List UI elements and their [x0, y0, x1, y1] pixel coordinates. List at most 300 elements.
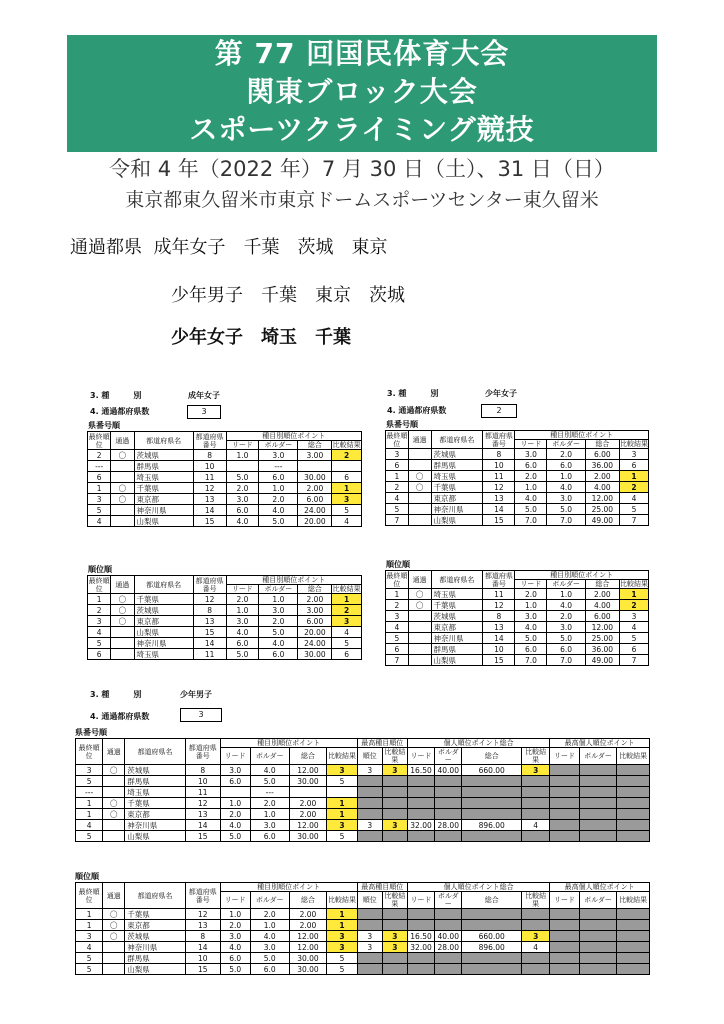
- cell: 14: [483, 633, 515, 644]
- cell: 7: [619, 655, 648, 666]
- cell: 6.0: [226, 638, 259, 649]
- header-pref-no: 都道府県番号: [193, 432, 226, 450]
- cell: [579, 920, 617, 931]
- cell: 山梨県: [125, 964, 186, 975]
- cell: [103, 953, 125, 964]
- cell: 5: [327, 831, 357, 842]
- cell: 4.0: [220, 820, 250, 831]
- cell: 茨城県: [431, 449, 483, 460]
- cell: 3: [382, 820, 407, 831]
- cell: 4.0: [547, 600, 585, 611]
- cell: [462, 776, 522, 787]
- cell: [103, 964, 125, 975]
- cell: [382, 831, 407, 842]
- cell: 山梨県: [134, 516, 193, 527]
- cell: 〇: [103, 798, 125, 809]
- header-compare: 比較結果: [332, 585, 361, 593]
- cell: [382, 787, 407, 798]
- header-final-rank: 最終順位: [386, 431, 408, 448]
- cell: [407, 776, 434, 787]
- cell: [522, 964, 550, 975]
- header-compare: 比較結果: [522, 748, 550, 765]
- header-best-event: 最高種目順位: [357, 883, 407, 892]
- cell: 13: [185, 809, 220, 820]
- cell: 東京都: [125, 920, 186, 931]
- cell: [407, 831, 434, 842]
- table-row: [76, 931, 650, 942]
- cell: 28.00: [435, 820, 462, 831]
- header-total: 総合: [298, 585, 332, 594]
- cell: 16.50: [407, 931, 434, 942]
- cell: [617, 798, 650, 809]
- cell: [617, 953, 650, 964]
- jm-shubetsu-label: 3. 種 別: [90, 690, 142, 699]
- cell: 3: [332, 616, 362, 627]
- cell: 〇: [111, 483, 134, 494]
- header-event-points: 種目別順位ポイント: [226, 432, 361, 441]
- cell: [550, 920, 579, 931]
- cell: 4.0: [226, 627, 259, 638]
- table-row: [386, 655, 649, 666]
- cell: 1: [88, 594, 111, 605]
- sw-rank-order-label: 順位順: [88, 565, 112, 574]
- cell: [111, 649, 134, 660]
- cell: [579, 831, 617, 842]
- cell: [522, 831, 550, 842]
- cell: 36.00: [585, 460, 619, 471]
- cell: 6.0: [547, 460, 585, 471]
- cell: 3: [327, 820, 357, 831]
- table-row: [88, 483, 362, 494]
- cell: [435, 909, 462, 920]
- header-total: 総合: [462, 748, 522, 765]
- cell: 5: [386, 633, 409, 644]
- table-row: [88, 450, 362, 461]
- cell: [579, 765, 617, 776]
- table-row: [76, 942, 650, 953]
- header-lead: リード: [226, 441, 259, 450]
- cell: [289, 787, 327, 798]
- passing-category: 成年女子: [153, 237, 226, 258]
- cell: [407, 809, 434, 820]
- cell: 千葉県: [134, 594, 193, 605]
- cell: 山梨県: [125, 831, 186, 842]
- cell: 2.0: [515, 471, 547, 482]
- cell: 2.0: [250, 798, 289, 809]
- cell: 6.00: [585, 449, 619, 460]
- cell: 4: [88, 516, 111, 527]
- cell: [408, 493, 431, 504]
- cell: 3: [76, 931, 103, 942]
- cell: 2.0: [226, 483, 259, 494]
- cell: 13: [483, 493, 515, 504]
- cell: 7: [386, 655, 409, 666]
- cell: 〇: [103, 920, 125, 931]
- cell: 6: [386, 644, 409, 655]
- cell: 12.00: [585, 493, 619, 504]
- cell: 神奈川県: [125, 942, 186, 953]
- cell: [550, 964, 579, 975]
- title-line-2: 関東ブロック大会: [246, 75, 478, 108]
- cell: 24.00: [298, 638, 332, 649]
- cell: 11: [185, 787, 220, 798]
- cell: [435, 787, 462, 798]
- header-pref: 都道府県名: [431, 431, 483, 449]
- header-compare: 比較結果: [382, 892, 407, 909]
- header-compare: 比較結果: [382, 748, 407, 765]
- header-best-indiv: 最高個人順位ポイント: [550, 739, 650, 748]
- header-total: 総合: [462, 892, 522, 909]
- cell: 5: [327, 953, 357, 964]
- cell: 5: [76, 831, 103, 842]
- cell: 5.0: [515, 504, 547, 515]
- cell: [579, 931, 617, 942]
- cell: 5.0: [515, 633, 547, 644]
- cell: 1: [332, 594, 362, 605]
- cell: ---: [259, 461, 298, 472]
- header-pass: 通過: [111, 576, 134, 594]
- cell: 2.00: [289, 798, 327, 809]
- header-compare: 比較結果: [619, 440, 648, 448]
- cell: 1.0: [515, 482, 547, 493]
- cell: [550, 931, 579, 942]
- passing-prefs: 千葉 茨城 東京: [243, 237, 388, 258]
- cell: 12.00: [289, 820, 327, 831]
- cell: 6.0: [220, 953, 250, 964]
- jw-rank-order-label: 順位順: [386, 560, 410, 569]
- cell: [226, 461, 259, 472]
- cell: 7: [386, 515, 409, 526]
- cell: 1.0: [250, 920, 289, 931]
- cell: 8: [185, 931, 220, 942]
- header-row: [386, 431, 649, 440]
- cell: [408, 449, 431, 460]
- cell: 2: [619, 600, 648, 611]
- cell: 1: [88, 483, 111, 494]
- header-event-points: 種目別順位ポイント: [220, 739, 357, 748]
- cell: 40.00: [435, 765, 462, 776]
- cell: 2.0: [547, 449, 585, 460]
- cell: [550, 798, 579, 809]
- jw-pref-order-label: 県番号順: [386, 420, 418, 429]
- cell: 40.00: [435, 931, 462, 942]
- cell: [462, 964, 522, 975]
- header-pass: 通過: [408, 571, 431, 589]
- cell: 6.0: [259, 472, 298, 483]
- cell: 12: [185, 909, 220, 920]
- cell: 3: [357, 820, 382, 831]
- cell: [407, 787, 434, 798]
- cell: 15: [185, 831, 220, 842]
- cell: 10: [483, 460, 515, 471]
- cell: 1: [619, 471, 648, 482]
- cell: 10: [185, 776, 220, 787]
- cell: 13: [193, 616, 226, 627]
- cell: 1: [76, 909, 103, 920]
- cell: 山梨県: [431, 515, 483, 526]
- cell: 〇: [111, 450, 134, 461]
- cell: 2.00: [289, 909, 327, 920]
- table-row: [386, 449, 649, 460]
- table-row: [76, 787, 650, 798]
- cell: 5.0: [547, 633, 585, 644]
- cell: [357, 798, 382, 809]
- cell: 8: [483, 449, 515, 460]
- cell: 49.00: [585, 655, 619, 666]
- header-boulder: ボルダー: [547, 440, 585, 449]
- cell: 3: [76, 765, 103, 776]
- cell: 1: [76, 920, 103, 931]
- cell: 5: [332, 505, 362, 516]
- cell: 1: [76, 798, 103, 809]
- cell: 1.0: [515, 600, 547, 611]
- header-event-points: 種目別順位ポイント: [515, 431, 649, 440]
- cell: 8: [185, 765, 220, 776]
- cell: 12: [483, 482, 515, 493]
- cell: 15: [185, 964, 220, 975]
- cell: 3: [332, 494, 362, 505]
- cell: 千葉県: [125, 798, 186, 809]
- cell: [357, 831, 382, 842]
- cell: [550, 831, 579, 842]
- cell: 3: [327, 765, 357, 776]
- table-row: [386, 493, 649, 504]
- cell: [522, 920, 550, 931]
- cell: 5: [327, 776, 357, 787]
- cell: 2.00: [289, 920, 327, 931]
- cell: [332, 461, 362, 472]
- cell: [617, 787, 650, 798]
- cell: 〇: [111, 494, 134, 505]
- table-row: [88, 638, 362, 649]
- table-row: [386, 471, 649, 482]
- header-compare: 比較結果: [327, 892, 357, 909]
- table-row: [76, 809, 650, 820]
- cell: 2.00: [298, 483, 332, 494]
- cell: [579, 964, 617, 975]
- header-final-rank: 最終順位: [88, 576, 110, 593]
- jm-count: 3: [180, 708, 222, 722]
- cell: 〇: [408, 471, 431, 482]
- cell: [435, 809, 462, 820]
- table-row: [76, 920, 650, 931]
- cell: 30.00: [298, 472, 332, 483]
- cell: 4: [619, 622, 648, 633]
- cell: 4: [76, 820, 103, 831]
- cell: [407, 953, 434, 964]
- cell: 4: [332, 516, 362, 527]
- header-lead: リード: [515, 580, 547, 589]
- cell: 神奈川県: [431, 633, 483, 644]
- cell: 5: [76, 953, 103, 964]
- cell: 〇: [408, 589, 431, 600]
- cell: 6.0: [220, 776, 250, 787]
- cell: 2: [386, 600, 409, 611]
- cell: 1: [327, 909, 357, 920]
- header-indiv-total: 個人順位ポイント総合: [407, 739, 549, 748]
- cell: 660.00: [462, 931, 522, 942]
- cell: 13: [185, 920, 220, 931]
- header-lead: リード: [220, 748, 250, 765]
- sw-count: 3: [187, 405, 221, 419]
- header-best-event: 最高種目順位: [357, 739, 407, 748]
- cell: 4: [76, 942, 103, 953]
- cell: 6.00: [298, 494, 332, 505]
- header-lead: リード: [220, 892, 250, 909]
- cell: 6: [386, 460, 409, 471]
- cell: 12: [193, 483, 226, 494]
- table-row: [76, 909, 650, 920]
- cell: 2.0: [515, 589, 547, 600]
- cell: 5: [76, 964, 103, 975]
- header-pref-no: 都道府県番号: [185, 739, 220, 765]
- cell: [579, 787, 617, 798]
- title-line-1: 第 77 回国民体育大会: [214, 37, 510, 70]
- table-row: [76, 964, 650, 975]
- cell: 3: [88, 616, 111, 627]
- header-pass: 通過: [103, 883, 125, 909]
- cell: 5: [88, 505, 111, 516]
- cell: 2: [619, 482, 648, 493]
- cell: 5: [88, 638, 111, 649]
- cell: 6.0: [515, 460, 547, 471]
- cell: [435, 798, 462, 809]
- cell: 12.00: [585, 622, 619, 633]
- cell: [111, 472, 134, 483]
- header-pref-no: 都道府県番号: [185, 883, 220, 909]
- cell: 2.0: [220, 920, 250, 931]
- cell: 1: [332, 483, 362, 494]
- cell: 山梨県: [431, 655, 483, 666]
- cell: 5.0: [547, 504, 585, 515]
- cell: 3: [357, 765, 382, 776]
- cell: 4.0: [547, 482, 585, 493]
- cell: 2.00: [289, 809, 327, 820]
- cell: [111, 461, 134, 472]
- cell: 3: [357, 931, 382, 942]
- cell: 3: [88, 494, 111, 505]
- header-row: [76, 883, 650, 892]
- header-rank: 順位: [357, 748, 382, 765]
- cell: 4: [522, 820, 550, 831]
- cell: 4.0: [250, 931, 289, 942]
- cell: 1.0: [226, 605, 259, 616]
- cell: 千葉県: [134, 483, 193, 494]
- cell: 5.0: [259, 627, 298, 638]
- cell: 10: [193, 461, 226, 472]
- cell: 3.0: [226, 616, 259, 627]
- header-compare: 比較結果: [522, 892, 550, 909]
- cell: 茨城県: [134, 605, 193, 616]
- cell: 4.00: [585, 482, 619, 493]
- cell: 茨城県: [125, 765, 186, 776]
- table-row: [76, 831, 650, 842]
- cell: 15: [193, 627, 226, 638]
- cell: [357, 909, 382, 920]
- cell: 11: [193, 649, 226, 660]
- cell: 2.0: [250, 909, 289, 920]
- cell: 2: [332, 450, 362, 461]
- cell: 6.0: [515, 644, 547, 655]
- cell: 28.00: [435, 942, 462, 953]
- cell: [382, 920, 407, 931]
- cell: [357, 920, 382, 931]
- jw-count-label: 4. 通過都府県数: [387, 406, 447, 415]
- cell: 茨城県: [431, 611, 483, 622]
- cell: 15: [483, 655, 515, 666]
- cell: 5: [332, 638, 362, 649]
- cell: 2.0: [259, 494, 298, 505]
- cell: 〇: [408, 482, 431, 493]
- cell: 14: [193, 505, 226, 516]
- cell: [382, 809, 407, 820]
- cell: 4: [522, 942, 550, 953]
- table-row: [88, 594, 362, 605]
- cell: [617, 964, 650, 975]
- cell: 10: [185, 953, 220, 964]
- cell: 群馬県: [431, 460, 483, 471]
- cell: 3: [327, 931, 357, 942]
- cell: [435, 953, 462, 964]
- header-lead: リード: [226, 585, 259, 594]
- passing-category: 少年女子: [171, 327, 243, 348]
- cell: 4.0: [515, 622, 547, 633]
- table-row: [88, 649, 362, 660]
- cell: 1: [76, 809, 103, 820]
- cell: 2.00: [298, 594, 332, 605]
- cell: 4.0: [226, 516, 259, 527]
- jm-category: 少年男子: [180, 690, 212, 699]
- cell: 2.0: [226, 594, 259, 605]
- table-row: [386, 460, 649, 471]
- cell: 3.0: [220, 765, 250, 776]
- header-pref: 都道府県名: [134, 576, 193, 594]
- cell: [617, 776, 650, 787]
- cell: 896.00: [462, 942, 522, 953]
- cell: 14: [483, 504, 515, 515]
- cell: [407, 798, 434, 809]
- cell: [357, 953, 382, 964]
- header-pref-no: 都道府県番号: [483, 571, 515, 589]
- cell: 32.00: [407, 942, 434, 953]
- cell: [522, 809, 550, 820]
- cell: 14: [185, 820, 220, 831]
- table-row: [88, 461, 362, 472]
- jm-rank-order-label: 順位順: [75, 872, 99, 881]
- cell: [408, 633, 431, 644]
- cell: [408, 504, 431, 515]
- header-boulder: ボルダー: [250, 892, 289, 909]
- cell: 神奈川県: [134, 505, 193, 516]
- cell: [408, 644, 431, 655]
- jw-category: 少年女子: [485, 389, 517, 398]
- cell: 千葉県: [431, 600, 483, 611]
- cell: 6: [88, 649, 111, 660]
- cell: 49.00: [585, 515, 619, 526]
- table-row: [386, 622, 649, 633]
- cell: [550, 942, 579, 953]
- cell: 3: [522, 765, 550, 776]
- cell: 1.0: [220, 798, 250, 809]
- cell: [435, 920, 462, 931]
- cell: 25.00: [585, 633, 619, 644]
- cell: 山梨県: [134, 627, 193, 638]
- cell: [617, 831, 650, 842]
- cell: 30.00: [289, 964, 327, 975]
- cell: 1: [386, 471, 409, 482]
- header-final-rank: 最終順位: [88, 432, 110, 449]
- cell: 4: [619, 493, 648, 504]
